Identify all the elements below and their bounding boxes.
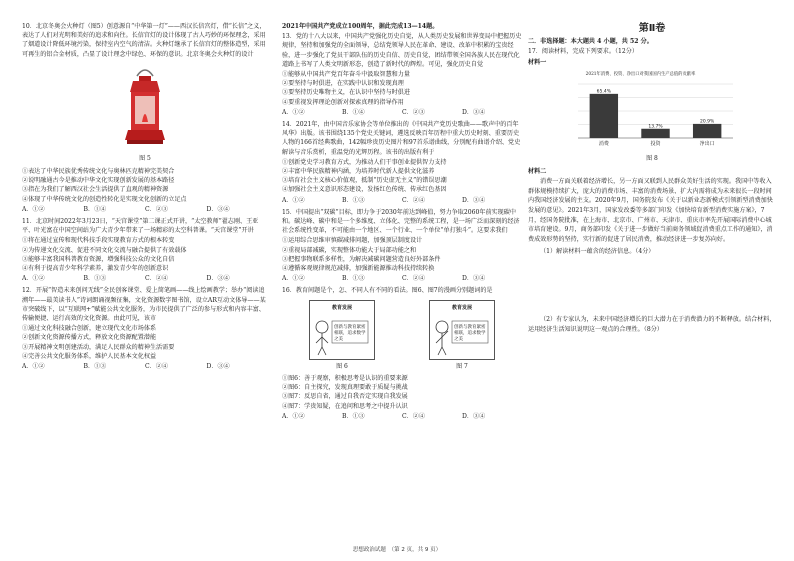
- q14-answer-b: B．①③: [342, 196, 365, 204]
- section-intro: 2021年中国共产党成立100周年，据此完成13—14题。: [282, 23, 439, 30]
- q16-option-1: ①图6：善于观察，积极思考是认识的重要来源: [282, 374, 408, 382]
- q13-answers: [282, 108, 522, 117]
- q11-answer-d: D．③④: [206, 275, 230, 283]
- q16-option-4: ④图7：学贵知疑，在追问和思考之中提升认识: [282, 402, 408, 410]
- q12-option-4: ④完善公共文化服务体系，维护人民基本文化权益: [22, 352, 157, 360]
- q13-option-4: ④要重视发挥理论创新对探索真理的指导作用: [282, 98, 404, 106]
- q15-option-1: ①运用综合思维审慎碳减排问题，加强顶层制度设计: [282, 237, 423, 245]
- bar-chart: [538, 70, 743, 152]
- q16-answers: [282, 412, 522, 421]
- column-right: [528, 22, 776, 334]
- question-16-text: 16．教育间题是个，怎、不同人有不同的看法。图6、图7的漫画分别题词的是: [282, 287, 493, 295]
- question-10-text: 10．北京冬奥会火种灯（图5）创意源自“中华第一灯”——西汉长信宫灯，借“长信”之义，表达了人们对光明和美好的追求和向往。长信宫灯的设计体现了古人巧妙的环保理念，采用了烟道设计降低环境污染，保持室内空气的清洁。火种灯继承了长信宫灯的整体造型，采用可再生的铝合金材质，凸显了设计理念中绿色、环保的意识。北京冬奥会火种灯的设计: [22, 23, 266, 58]
- q10-answers: [22, 205, 268, 214]
- q11-answer-b: B．①③: [83, 275, 107, 283]
- question-17-text: 17．阅读材料，完成下列要求。（12分）: [528, 48, 638, 56]
- q11-answer-a: A．①②: [22, 275, 45, 283]
- q13-answer-b: B．①④: [342, 108, 365, 116]
- chart-title: 2021年消费、投资、净出口对我国国内生产总值的贡献率: [585, 71, 696, 77]
- q10-answer-c: C．②③: [145, 205, 168, 213]
- q12-option-2: ②创新文化资源传播方式，释放文化资源配置潜能: [22, 334, 157, 342]
- q16-answer-a: A．①②: [282, 412, 305, 420]
- q15-answers: [282, 274, 522, 283]
- q16-answer-d: D．③④: [462, 412, 486, 420]
- q15-option-2: ②重视局部减碳，实现整体功能大于局部功能之和: [282, 246, 417, 254]
- question-13-text: 13．党的十八大以来，中国共产党强化历史自觉，从人类历史发展和世界变局中把握历史规律，坚持和加强党的全面领导，总结党领导人民在革命、建设、改革中积累的宝贵经验，进一步强化了党员干部队伍的历史自信、历史自觉，团结带领全国各族人民在现代化道路上书写了人类文明新形态，创造了新时代的辉煌。可见，强化历史自觉: [282, 33, 522, 68]
- figure-7-caption: 图 7: [456, 362, 468, 370]
- q11-option-2: ②为传递文化交流、促进不同文化交流与融合提供了有效载体: [22, 246, 187, 254]
- q10-answer-b: B．①④: [83, 205, 107, 213]
- answer-space-1[interactable]: [528, 257, 776, 315]
- q10-option-3: ③指在为我们了解西汉社会生活提供了直观的精神资源: [22, 186, 169, 194]
- q16-answer-c: C．②④: [402, 412, 425, 420]
- cartoon-7: [429, 300, 495, 360]
- q10-answer-d: D．③④: [206, 205, 230, 213]
- q11-option-3: ③能够丰富我国科普教育资源，增强科技公众的文化自信: [22, 255, 175, 263]
- q11-option-4: ④有利于提高青少年科学素养，激发青少年的创新意识: [22, 265, 169, 273]
- q14-answer-a: A．①②: [282, 196, 305, 204]
- section-heading: 二．非选择题：本大题共 4 小题，共 52 分。: [528, 38, 653, 46]
- bar-0: [590, 94, 618, 138]
- figure-captions-6-7: [282, 362, 522, 371]
- q14-answers: [282, 196, 522, 205]
- q16-answer-b: B．①③: [342, 412, 365, 420]
- q15-answer-a: A．①②: [282, 275, 305, 283]
- q11-answers: [22, 274, 268, 283]
- q12-answer-b: B．①③: [83, 363, 107, 371]
- figure-8-caption: 图 8: [646, 154, 658, 162]
- sub-question-2: （2）有专家认为，未来中国经济增长的巨大潜力在于消费潜力的不断释放。结合材料，运用经济生活知识说明这一观点的合理性。（8分）: [528, 315, 776, 333]
- torch-lamp-figure: [115, 62, 175, 152]
- q14-answer-c: C．②④: [402, 196, 425, 204]
- q12-answer-d: D．③④: [206, 363, 230, 371]
- q15-option-4: ④遵循客观规律规范减排，加强新能源推动科技持续转换: [282, 265, 435, 273]
- cartoons-row: [282, 300, 522, 360]
- lantern-icon: [115, 62, 175, 152]
- q10-option-4: ④体现了中华传统文化的创造性转化是实现文化创新的立足点: [22, 195, 187, 203]
- question-12-text: 12．开展“智造未来创问无线”全民创客课堂、爱上简笔画——线上绘画教学；举办“阅读追溯年——最美读书人”诗词朗诵视频征集，文化资源数字图书馆，设立AR互动文体导——某市突破线下，以“互联网+”赋能公共文化服务，为市民提供了广泛的参与形式和内容丰富、传输便捷、运行高效的文化资源。由此可见，该市: [22, 287, 266, 323]
- q12-answer-c: C．②④: [145, 363, 168, 371]
- data-label-0: 65.4%: [596, 89, 611, 95]
- q12-option-1: ①通过文化科技融合创新，建立现代文化市场体系: [22, 325, 157, 333]
- q10-option-2: ②说明融通古今是推动中华文化实现创新发展的基本路径: [22, 177, 175, 185]
- q13-answer-a: A．①②: [282, 108, 305, 116]
- data-label-1: 13.7%: [648, 124, 663, 130]
- q13-answer-d: D．③④: [462, 108, 486, 116]
- cartoon-6-caption: 创新与教育紧密相联，追求数学之美: [334, 324, 366, 342]
- q13-option-1: ①能够从中国共产党百年奋斗中汲取智慧和力量: [282, 71, 410, 79]
- q12-answers: [22, 362, 268, 371]
- volume-title: 第Ⅱ卷: [638, 23, 666, 34]
- q12-answer-a: A．①②: [22, 363, 45, 371]
- bar-1: [641, 129, 669, 138]
- q11-answer-c: C．②④: [145, 275, 168, 283]
- q14-option-4: ④加强社会主义意识形态建设，发扬红色传统、传承红色基因: [282, 186, 447, 194]
- q15-answer-c: C．②④: [402, 275, 425, 283]
- page-footer: 思想政治试题 （第 2 页，共 9 页）: [352, 547, 442, 553]
- figure-6-caption: 图 6: [336, 362, 348, 370]
- q14-option-1: ①创新党史学习教育方式，为推动人们干事创业提供智力支持: [282, 158, 447, 166]
- q14-option-3: ③培育社会主义核心价值观，抵制“历史虚无主义”的错误思潮: [282, 177, 447, 185]
- q10-option-1: ①表达了中华民族优秀传统文化与奥林匹克精神完美契合: [22, 168, 175, 176]
- q14-option-2: ②丰富中华民族精神内涵，为培养时代新人提供文化滋养: [282, 168, 435, 176]
- bar-2: [693, 124, 721, 138]
- question-14-text: 14．2021年，由中国音乐家协会等单位推出的《中国共产党历史歌曲——歌声中的百年风华》出版。该书围绕135个党史关键词，遴选反映百年历程中重大历史时刻、重要历史人物的166首经典歌曲，142幅珍贵历史图片和97首乐谱曲线，分别配有曲谱介绍、党史解读与音乐赏析，重温党的光辉历程。该书的出版有利于: [282, 121, 521, 156]
- q15-option-3: ③把握事物联系多样性，为解决减碳问题营造良好外部条件: [282, 255, 441, 263]
- cartoon-7-caption: 创新与教育紧密相联，追求数学之美: [454, 324, 486, 342]
- chart-svg: [538, 78, 743, 150]
- material-1-label: 材料一: [528, 58, 547, 66]
- category-label-0: 消费: [598, 140, 609, 147]
- q13-option-2: ②要坚持与时俱进，在实践中认识和发现真理: [282, 80, 404, 88]
- category-label-1: 投资: [650, 140, 661, 147]
- data-label-2: 20.9%: [700, 119, 715, 125]
- cartoon-6: [309, 300, 375, 360]
- q13-option-3: ③要坚持历史唯物主义，在认识中坚持与时俱进: [282, 89, 410, 97]
- cartoon-6-title: 教育发展: [331, 304, 352, 311]
- question-15-text: 15．中国提出“双碳”目标，即力争于2030年前达到峰值，努力争取2060年前实现碳中和。碳达峰、碳中和是一个多维度、立体化、完整的系统工程，是一场广泛而深刻的经济社会系统性变革，不可能由一个地区、一个行业、一个单位“单打独斗”。这要求我们: [282, 208, 520, 235]
- q16-option-3: ③图7：反思自省，通过自我否定实现自我发展: [282, 393, 408, 401]
- q14-answer-d: D．③④: [462, 196, 486, 204]
- q16-option-2: ②图6：自主探究，发现真理要敢于质疑与挑战: [282, 384, 408, 392]
- q15-answer-b: B．①③: [342, 275, 365, 283]
- figure-5-caption: 图 5: [139, 154, 151, 162]
- column-left: [22, 22, 268, 374]
- q11-option-1: ①将在通过宣传和现代科技手段实现教育方式的根本转变: [22, 237, 175, 245]
- q15-answer-d: D．③④: [462, 275, 486, 283]
- q13-answer-c: C．②③: [402, 108, 425, 116]
- material-2-label: 材料二: [528, 168, 547, 176]
- cartoon-7-title: 教育发展: [451, 304, 472, 311]
- material-2-paragraph: 消费一方面关联着经济增长，另一方面又联到人民群众美好生活的实现。我国中等收入群体规模持续扩大，庞大的消费市场、丰富的消费场景、扩大内需将成为未来很长一段时间内我国经济发展的主支。2020年9月，国务院发布《关于以新业态新模式引领新型消费加快发展的意见》。2021年3月，国家发改委等多部门印发《加快培育新型消费实施方案》，7月，经国务院批准，在上海市、北京市、广州市、天津市、重庆市率先开展国际消费中心城市培育建设。9月，商务部印发《关于进一步做好当前商务领域促消费重点工作的通知》，消费成效形势的坚持，实行新的促进了居民消费，推动经济进一步复苏向好。: [528, 178, 773, 243]
- category-label-2: 净出口: [699, 140, 715, 147]
- q10-answer-a: A．①②: [22, 205, 45, 213]
- question-11-text: 11．北京时间2022年3月23日，“天宫课堂”第二课正式开讲，“太空教师”翟志刚、王亚平、叶光富在中国空间站为广大青少年带来了一场精彩的太空科普课。“天宫课堂”开讲: [22, 218, 259, 235]
- sub-question-1: （1）解读材料一蕴含的经济信息。（4分）: [540, 248, 655, 256]
- column-middle: [282, 22, 522, 424]
- q12-option-3: ③开展精神文明创建活动，满足人民群众的精神生活需要: [22, 343, 175, 351]
